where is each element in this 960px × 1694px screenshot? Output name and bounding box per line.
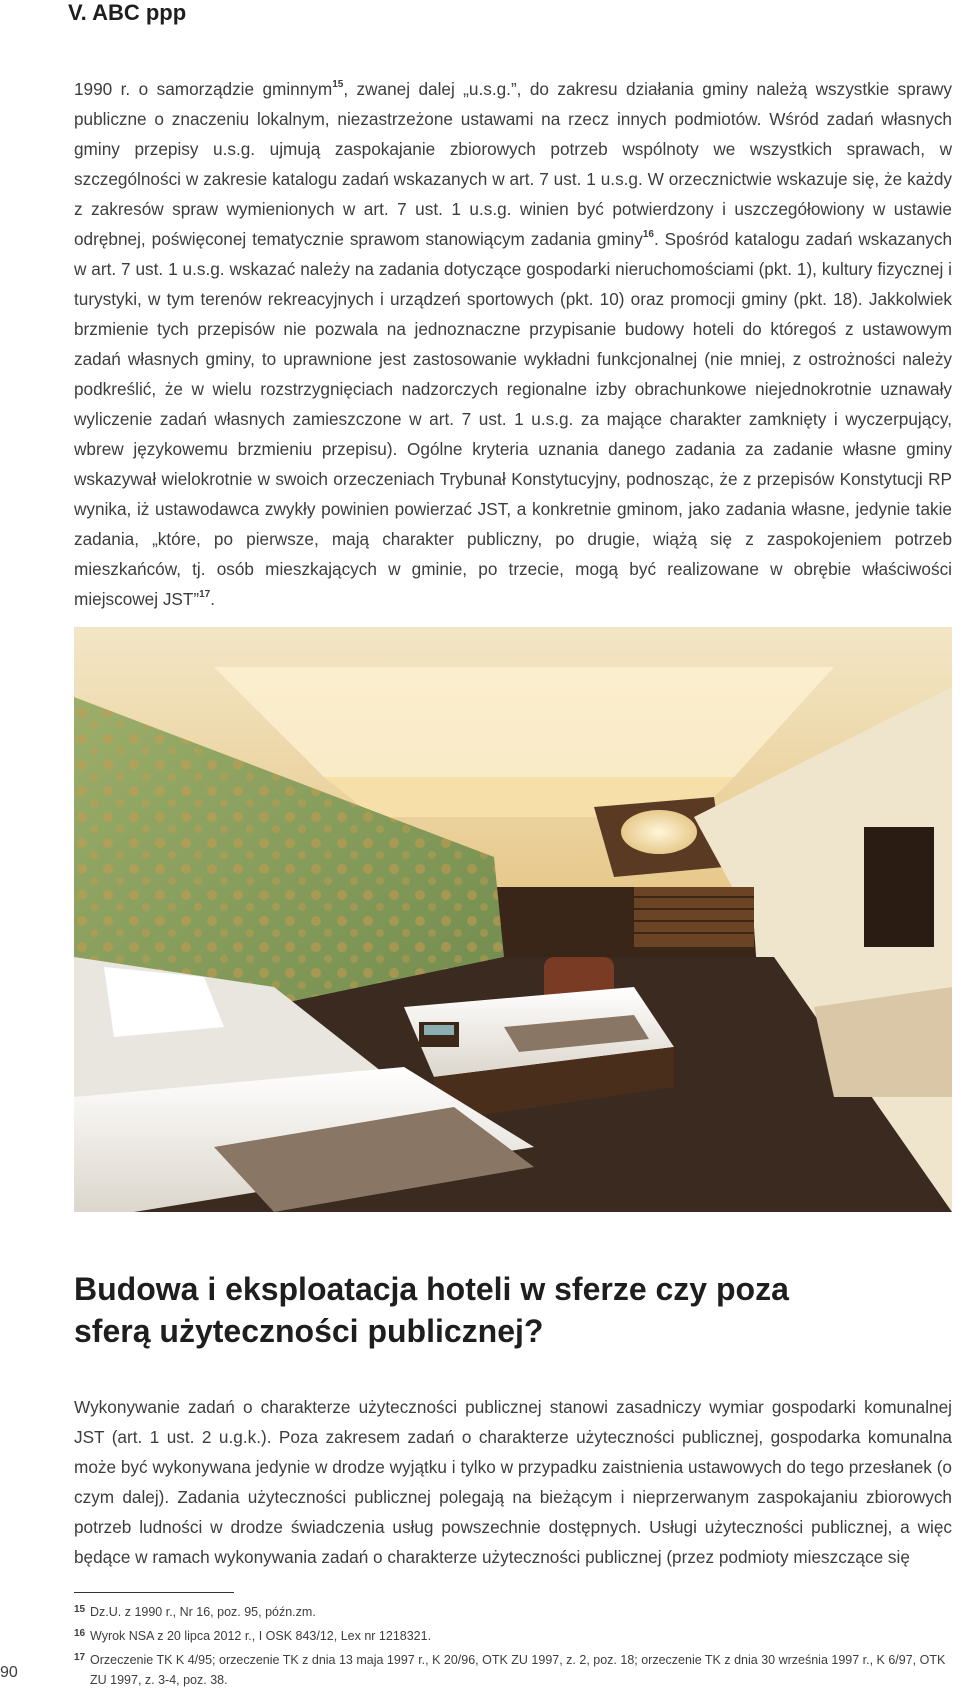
section-heading: Budowa i eksploatacja hoteli w sferze czy poza sferą użyteczności publicznej? xyxy=(74,1271,789,1349)
footnote-text: Orzeczenie TK K 4/95; orzeczenie TK z dnia 13 maja 1997 r., K 20/96, OTK ZU 1997, z. 2, poz. 18; orzeczenie TK z dnia 30 września 1997 r., K 6/97, OTK ZU 1997, z. 3-4, poz. 38. xyxy=(90,1653,946,1687)
footnote-text: Wyrok NSA z 20 lipca 2012 r., I OSK 843/12, Lex nr 1218321. xyxy=(90,1629,432,1643)
hotel-room-illustration xyxy=(74,627,952,1212)
footnote-ref-15[interactable]: 15 xyxy=(332,79,344,91)
paragraph-text: . Spośród katalogu zadań wskazanych w art. 7 ust. 1 u.s.g. wskazać należy na zadania dotyczące gospodarki nieruchomościami (pkt. 1), kultury fizycznej i turystyki, w tym terenów rekreacyjnych i urządzeń sportowych (pkt. 10) oraz promocji gminy (pkt. 18). Jakkolwiek brzmienie tych przepisów nie pozwala na jednoznaczne przypisanie budowy hoteli do któregoś z ustawowym zadań własnych gminy, to uprawnione jest zastosowanie wykładni funkcjonalnej (nie mniej, z ostrożności należy podkreślić, że w wielu rozstrzygnięciach nadzorczych regionalne izby obrachunkowe niejednokrotnie uznawały wyliczenie zadań własnych zamieszczone w art. 7 ust. 1 u.s.g. za mające charakter zamknięty i wyczerpujący, wbrew językowemu brzmieniu przepisu). Ogólne kryteria uznania danego zadania za zadanie własne gminy wskazywał wielokrotnie w swoich orzeczeniach Trybunał Konstytucyjny, podnosząc, że z przepisów Konstytucji RP wynika, iż ustawodawca zwykły powinien powierzać JST, a konkretnie gminom, jako zadania własne, jedynie takie zadania, „które, po pierwsze, mają charakter publiczny, po drugie, wiążą się z zaspokojeniem potrzeb mieszkańców, tj. osób mieszkających w gminie, po trzecie, mogą być realizowane w obrębie właściwości miejscowej JST” xyxy=(74,229,952,609)
footnote-text: Dz.U. z 1990 r., Nr 16, poz. 95, późn.zm. xyxy=(90,1605,316,1619)
page-number: 90 xyxy=(0,1664,18,1681)
footnote-item xyxy=(74,1602,952,1622)
footnote-ref-17[interactable]: 17 xyxy=(199,589,211,601)
body-paragraph-2: Wykonywanie zadań o charakterze użyteczności publicznej stanowi zasadniczy wymiar gospodarki komunalnej JST (art. 1 ust. 2 u.g.k.). Poza zakresem zadań o charakterze użyteczności publicznej, gospodarka komunalna może być wykonywana jedynie w drodze wyjątku i tylko w przypadku zaistnienia ustawowych do tego przesłanek (o czym dalej). Zadania użyteczności publicznej polegają na bieżącym i nieprzerwanym zaspokajaniu zbiorowych potrzeb ludności w drodze świadczenia usług powszechnie dostępnych. Usługi użyteczności publicznej, a więc będące w ramach wykonywania zadań o charakterze użyteczności publicznej (przez podmioty mieszczące się xyxy=(74,1397,952,1567)
footnotes xyxy=(74,1602,952,1694)
footnote-number: 15 xyxy=(74,1604,86,1615)
hotel-room-photo xyxy=(74,627,952,1212)
footnote-ref-16[interactable]: 16 xyxy=(642,229,654,241)
paragraph-text: , zwanej dalej „u.s.g.”, do zakresu działania gminy należą wszystkie sprawy publiczne o znaczeniu lokalnym, niezastrzeżone ustawami na rzecz innych podmiotów. Wśród zadań własnych gminy przepisy u.s.g. ujmują zaspokajanie zbiorowych potrzeb wspólnoty we wszystkich sprawach, w szczególności w zakresie katalogu zadań wskazanych w art. 7 ust. 1 u.s.g. W orzecznictwie wskazuje się, że każdy z zakresów spraw wymienionych w art. 7 ust. 1 u.s.g. winien być potwierdzony i uszczegółowiony w ustawie odrębnej, poświęconej tematycznie sprawom stanowiącym zadania gminy xyxy=(74,79,953,249)
footnote-number: 16 xyxy=(74,1628,86,1639)
body-paragraph-1 xyxy=(74,74,952,614)
footnote-item xyxy=(74,1626,952,1646)
paragraph-text: 1990 r. o samorządzie gminnym xyxy=(74,79,333,99)
footnote-divider xyxy=(74,1592,234,1593)
footnote-item xyxy=(74,1650,952,1690)
footnote-number: 17 xyxy=(74,1652,86,1663)
paragraph-text: . xyxy=(210,589,216,609)
running-header: V. ABC ppp xyxy=(68,0,187,25)
